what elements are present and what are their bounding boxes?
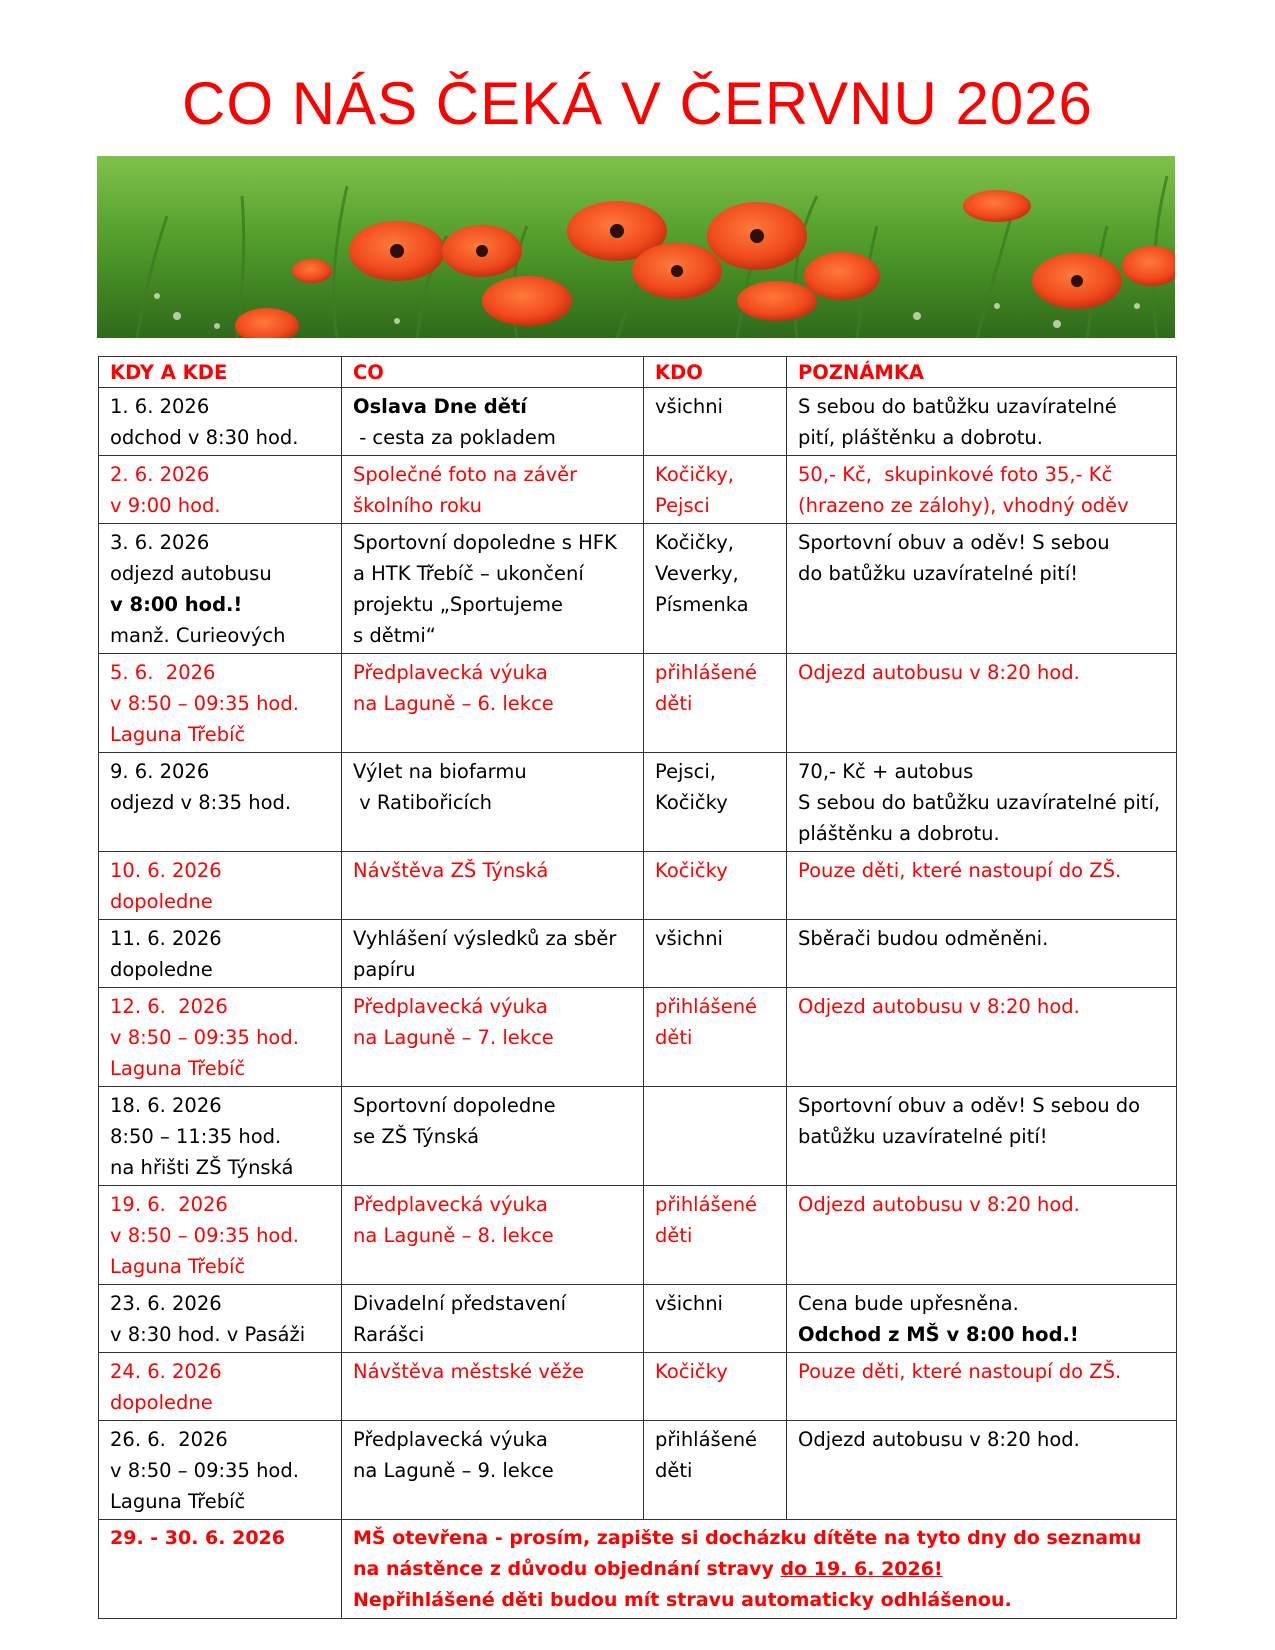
event-cell: [342, 654, 644, 753]
date-cell-line: dopoledne: [110, 1391, 213, 1414]
event-cell-line: papíru: [353, 958, 416, 981]
date-cell-line: odjezd v 8:35 hod.: [110, 791, 292, 814]
note-cell: [787, 524, 1177, 654]
page-title: CO NÁS ČEKÁ V ČERVNU 2026: [182, 70, 1093, 137]
table-row: [99, 1285, 1177, 1353]
table-row: [99, 1353, 1177, 1421]
date-cell-line: 18. 6. 2026: [110, 1094, 222, 1117]
event-cell-line: a HTK Třebíč – ukončení: [353, 562, 584, 585]
final-row-line: MŠ otevřena - prosím, zapište si docházku dítěte na tyto dny do seznamu: [353, 1527, 1142, 1549]
note-cell: [787, 920, 1177, 988]
table-row: [99, 988, 1177, 1087]
who-cell-line: přihlášené: [655, 1193, 758, 1216]
table-row: [99, 920, 1177, 988]
date-cell: [99, 654, 342, 753]
event-cell-line: Návštěva ZŠ Týnská: [353, 859, 549, 882]
event-cell-line: Návštěva městské věže: [353, 1360, 585, 1383]
final-row-line: Nepřihlášené děti budou mít stravu automaticky odhlášenou.: [353, 1589, 1012, 1611]
date-cell-line: Laguna Třebíč: [110, 723, 246, 746]
date-cell: [99, 753, 342, 852]
date-cell: [99, 1353, 342, 1421]
who-cell-line: děti: [655, 1459, 693, 1482]
note-cell: [787, 1421, 1177, 1520]
date-cell-line: Laguna Třebíč: [110, 1255, 246, 1278]
date-cell-line: 24. 6. 2026: [110, 1360, 222, 1383]
who-cell: [644, 1087, 787, 1186]
who-cell-line: Kočičky: [655, 791, 728, 814]
date-cell: [99, 852, 342, 920]
event-cell: [342, 988, 644, 1087]
who-cell-line: Písmenka: [655, 593, 749, 616]
note-cell-line: S sebou do batůžku uzavíratelné pití,: [798, 791, 1161, 814]
table-header-row: [99, 357, 1177, 388]
event-cell: [342, 1285, 644, 1353]
event-cell: [342, 1353, 644, 1421]
who-cell: [644, 1353, 787, 1421]
date-cell: [99, 1421, 342, 1520]
date-cell-line: 8:50 – 11:35 hod.: [110, 1125, 282, 1148]
date-cell: [99, 388, 342, 456]
note-cell-line: Odjezd autobusu v 8:20 hod.: [798, 1193, 1080, 1216]
event-cell: [342, 1186, 644, 1285]
note-cell-line: batůžku uzavíratelné pití!: [798, 1125, 1048, 1148]
date-cell-line: odjezd autobusu: [110, 562, 272, 585]
event-cell: [342, 852, 644, 920]
who-cell: [644, 753, 787, 852]
date-cell-line: Laguna Třebíč: [110, 1490, 246, 1513]
date-cell-line: 1. 6. 2026: [110, 395, 210, 418]
who-cell-line: všichni: [655, 1292, 723, 1315]
final-row-line: [353, 1554, 1166, 1585]
who-cell: [644, 1285, 787, 1353]
event-cell: [342, 920, 644, 988]
header-poznamka: POZNÁMKA: [787, 357, 1177, 388]
event-cell: [342, 388, 644, 456]
who-cell-line: Kočičky: [655, 859, 728, 882]
date-cell-line: dopoledne: [110, 890, 213, 913]
who-cell-line: Pejsci: [655, 494, 710, 517]
date-cell-line: odchod v 8:30 hod.: [110, 426, 299, 449]
event-cell-line: projektu „Sportujeme: [353, 593, 564, 616]
final-row-text: na nástěnce z důvodu objednání stravy: [353, 1558, 781, 1580]
note-cell: [787, 1186, 1177, 1285]
who-cell: [644, 1421, 787, 1520]
note-cell-line: pití, pláštěnku a dobrotu.: [798, 426, 1043, 449]
event-cell-line: Předplavecká výuka: [353, 661, 548, 684]
who-cell-line: přihlášené: [655, 1428, 758, 1451]
who-cell: [644, 920, 787, 988]
date-cell-line: v 9:00 hod.: [110, 494, 221, 517]
note-cell-line: Sportovní obuv a oděv! S sebou: [798, 531, 1110, 554]
who-cell-line: Kočičky: [655, 1360, 728, 1383]
table-row: [99, 852, 1177, 920]
note-cell-line: Cena bude upřesněna.: [798, 1292, 1019, 1315]
schedule-table: [98, 356, 1177, 1619]
who-cell-line: Kočičky,: [655, 463, 734, 486]
event-cell-line: na Laguně – 8. lekce: [353, 1224, 554, 1247]
note-cell-line: Sběrači budou odměněni.: [798, 927, 1049, 950]
note-cell-line: S sebou do batůžku uzavíratelné: [798, 395, 1117, 418]
event-cell-line: Rarášci: [353, 1323, 425, 1346]
who-cell: [644, 1186, 787, 1285]
note-cell: [787, 753, 1177, 852]
who-cell: [644, 524, 787, 654]
table-row: [99, 1421, 1177, 1520]
date-cell-line: v 8:30 hod. v Pasáži: [110, 1323, 306, 1346]
who-cell-line: všichni: [655, 395, 723, 418]
table-row: [99, 1186, 1177, 1285]
note-cell: [787, 388, 1177, 456]
final-row: [99, 1520, 1177, 1619]
note-cell: [787, 1285, 1177, 1353]
who-cell-line: Veverky,: [655, 562, 739, 585]
who-cell: [644, 988, 787, 1087]
date-cell: [99, 988, 342, 1087]
final-row-date: 29. - 30. 6. 2026: [99, 1520, 342, 1619]
date-cell-line: 10. 6. 2026: [110, 859, 222, 882]
event-cell-line: Výlet na biofarmu: [353, 760, 527, 783]
table-row: [99, 456, 1177, 524]
event-cell-line: Sportovní dopoledne: [353, 1094, 556, 1117]
event-cell: [342, 456, 644, 524]
event-cell-line: Oslava Dne dětí: [353, 395, 527, 418]
table-row: [99, 753, 1177, 852]
event-cell-line: Vyhlášení výsledků za sběr: [353, 927, 617, 950]
note-cell-line: Odchod z MŠ v 8:00 hod.!: [798, 1323, 1079, 1346]
date-cell: [99, 1087, 342, 1186]
date-cell-line: 9. 6. 2026: [110, 760, 210, 783]
date-cell-line: manž. Curieových: [110, 624, 286, 647]
date-cell-line: 11. 6. 2026: [110, 927, 222, 950]
note-cell: [787, 456, 1177, 524]
event-cell-line: Předplavecká výuka: [353, 995, 548, 1018]
event-cell: [342, 753, 644, 852]
date-cell-line: 19. 6. 2026: [110, 1193, 228, 1216]
event-cell-line: s dětmi“: [353, 624, 436, 647]
date-cell-line: na hřišti ZŠ Týnská: [110, 1156, 294, 1179]
who-cell-line: děti: [655, 1224, 693, 1247]
date-cell: [99, 456, 342, 524]
date-cell-line: 2. 6. 2026: [110, 463, 210, 486]
date-cell-line: 5. 6. 2026: [110, 661, 216, 684]
who-cell-line: děti: [655, 692, 693, 715]
who-cell-line: Kočičky,: [655, 531, 734, 554]
table-row: [99, 524, 1177, 654]
note-cell-line: Sportovní obuv a oděv! S sebou do: [798, 1094, 1141, 1117]
note-cell-line: Pouze děti, které nastoupí do ZŠ.: [798, 1360, 1122, 1383]
note-cell-line: Odjezd autobusu v 8:20 hod.: [798, 995, 1080, 1018]
table-row: [99, 1087, 1177, 1186]
event-cell-line: v Ratibořicích: [353, 791, 493, 814]
event-cell-line: Společné foto na závěr: [353, 463, 578, 486]
event-cell-line: na Laguně – 7. lekce: [353, 1026, 554, 1049]
who-cell: [644, 852, 787, 920]
note-cell: [787, 1353, 1177, 1421]
note-cell-line: (hrazeno ze zálohy), vhodný oděv: [798, 494, 1129, 517]
event-cell-line: Předplavecká výuka: [353, 1193, 548, 1216]
date-cell: [99, 1186, 342, 1285]
event-cell-line: na Laguně – 9. lekce: [353, 1459, 554, 1482]
note-cell-line: Pouze děti, které nastoupí do ZŠ.: [798, 859, 1122, 882]
event-cell: [342, 1421, 644, 1520]
note-cell-line: do batůžku uzavíratelné pití!: [798, 562, 1079, 585]
poppy-field-image: [97, 156, 1175, 338]
date-cell-line: v 8:50 – 09:35 hod.: [110, 1459, 299, 1482]
who-cell-line: všichni: [655, 927, 723, 950]
note-cell-line: pláštěnku a dobrotu.: [798, 822, 1000, 845]
who-cell: [644, 456, 787, 524]
date-cell: [99, 524, 342, 654]
date-cell: [99, 1285, 342, 1353]
event-cell-line: Předplavecká výuka: [353, 1428, 548, 1451]
note-cell-line: 70,- Kč + autobus: [798, 760, 974, 783]
date-cell-line: v 8:50 – 09:35 hod.: [110, 1224, 299, 1247]
event-cell: [342, 524, 644, 654]
date-cell: [99, 920, 342, 988]
who-cell-line: Pejsci,: [655, 760, 716, 783]
event-cell-line: Sportovní dopoledne s HFK: [353, 531, 617, 554]
event-cell-line: na Laguně – 6. lekce: [353, 692, 554, 715]
event-cell-line: se ZŠ Týnská: [353, 1125, 480, 1148]
who-cell-line: děti: [655, 1026, 693, 1049]
date-cell-line: 3. 6. 2026: [110, 531, 210, 554]
final-row-note: [342, 1520, 1177, 1619]
who-cell-line: přihlášené: [655, 661, 758, 684]
date-cell-line: v 8:50 – 09:35 hod.: [110, 692, 299, 715]
note-cell: [787, 1087, 1177, 1186]
deadline-date: do 19. 6. 2026!: [780, 1558, 943, 1580]
who-cell: [644, 654, 787, 753]
date-cell-line: v 8:50 – 09:35 hod.: [110, 1026, 299, 1049]
who-cell: [644, 388, 787, 456]
event-cell-line: školního roku: [353, 494, 482, 517]
date-cell-line: 12. 6. 2026: [110, 995, 228, 1018]
event-cell-line: - cesta za pokladem: [353, 426, 556, 449]
who-cell-line: přihlášené: [655, 995, 758, 1018]
note-cell: [787, 988, 1177, 1087]
header-kdy: KDY A KDE: [99, 357, 342, 388]
date-cell-line: 23. 6. 2026: [110, 1292, 222, 1315]
note-cell-line: Odjezd autobusu v 8:20 hod.: [798, 1428, 1080, 1451]
note-cell-line: Odjezd autobusu v 8:20 hod.: [798, 661, 1080, 684]
date-cell-line: 26. 6. 2026: [110, 1428, 228, 1451]
note-cell: [787, 852, 1177, 920]
date-cell-line: Laguna Třebíč: [110, 1057, 246, 1080]
table-row: [99, 388, 1177, 456]
note-cell-line: 50,- Kč, skupinkové foto 35,- Kč: [798, 463, 1113, 486]
header-kdo: KDO: [644, 357, 787, 388]
note-cell: [787, 654, 1177, 753]
header-co: CO: [342, 357, 644, 388]
date-cell-line: dopoledne: [110, 958, 213, 981]
table-row: [99, 654, 1177, 753]
event-cell-line: Divadelní představení: [353, 1292, 567, 1315]
date-cell-line: v 8:00 hod.!: [110, 593, 243, 616]
event-cell: [342, 1087, 644, 1186]
